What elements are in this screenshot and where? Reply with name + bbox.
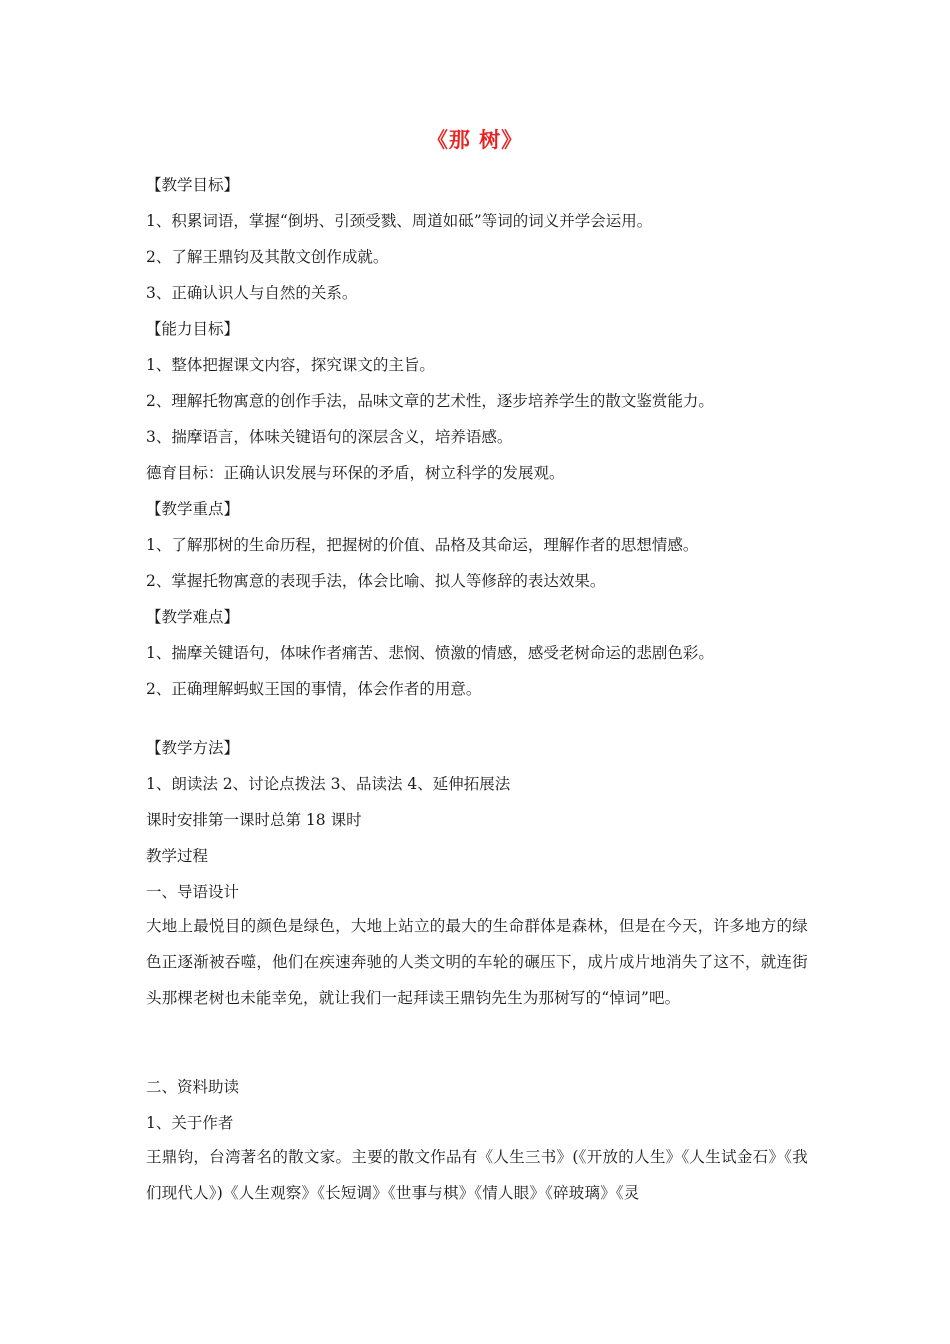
section-heading-key-points: 【教学重点】 xyxy=(146,500,240,518)
intro-paragraph: 大地上最悦目的颜色是绿色，大地上站立的最大的生命群体是森林，但是在今天，许多地方的绿色正逐渐被吞噬，他们在疾速奔驰的人类文明的车轮的碾压下，成片成片地消失了这不，就连街头那棵老树也未能幸免，就让我们一起拜读王鼎钧先生为那树写的“悼词”吧。 xyxy=(146,917,808,1007)
section-heading-teaching-goals: 【教学目标】 xyxy=(146,176,240,194)
section-heading-ability-goals: 【能力目标】 xyxy=(146,320,240,338)
lesson-schedule: 课时安排第一课时总第 18 课时 xyxy=(146,811,362,829)
section-heading-difficulties: 【教学难点】 xyxy=(146,608,240,626)
author-paragraph: 王鼎钧，台湾著名的散文家。主要的散文作品有《人生三书》(《开放的人生》《人生试金石》《我们现代人》)《人生观察》《长短调》《世事与棋》《情人眼》《碎玻璃》《灵 xyxy=(146,1148,808,1202)
ability-item-3: 3、揣摩语言，体味关键语句的深层含义，培养语感。 xyxy=(146,428,513,446)
key-point-2: 2、掌握托物寓意的表现手法，体会比喻、拟人等修辞的表达效果。 xyxy=(146,572,606,590)
ability-item-1: 1、整体把握课文内容，探究课文的主旨。 xyxy=(146,356,435,374)
teaching-process-heading: 教学过程 xyxy=(146,847,209,865)
goal-item-3: 3、正确认识人与自然的关系。 xyxy=(146,284,358,302)
intro-design-heading: 一、导语设计 xyxy=(146,883,240,901)
ability-item-2: 2、理解托物寓意的创作手法，品味文章的艺术性，逐步培养学生的散文鉴赏能力。 xyxy=(146,392,714,410)
goal-item-1: 1、积累词语，掌握“倒坍、引颈受戮、周道如砥”等词的词义并学会运用。 xyxy=(146,212,653,230)
difficulty-item-2: 2、正确理解蚂蚁王国的事情，体会作者的用意。 xyxy=(146,680,482,698)
key-point-1: 1、了解那树的生命历程，把握树的价值、品格及其命运，理解作者的思想情感。 xyxy=(146,536,699,554)
material-heading: 二、资料助读 xyxy=(146,1078,240,1096)
section-heading-methods: 【教学方法】 xyxy=(146,739,240,757)
document-title: 《那 树》 xyxy=(426,127,524,152)
moral-goal: 德育目标：正确认识发展与环保的矛盾，树立科学的发展观。 xyxy=(146,464,565,482)
methods-list: 1、朗读法 2、讨论点拨法 3、品读法 4、延伸拓展法 xyxy=(146,775,511,793)
goal-item-2: 2、了解王鼎钧及其散文创作成就。 xyxy=(146,248,389,266)
difficulty-item-1: 1、揣摩关键语句，体味作者痛苦、悲悯、愤激的情感，感受老树命运的悲剧色彩。 xyxy=(146,644,714,662)
about-author-heading: 1、关于作者 xyxy=(146,1114,234,1132)
